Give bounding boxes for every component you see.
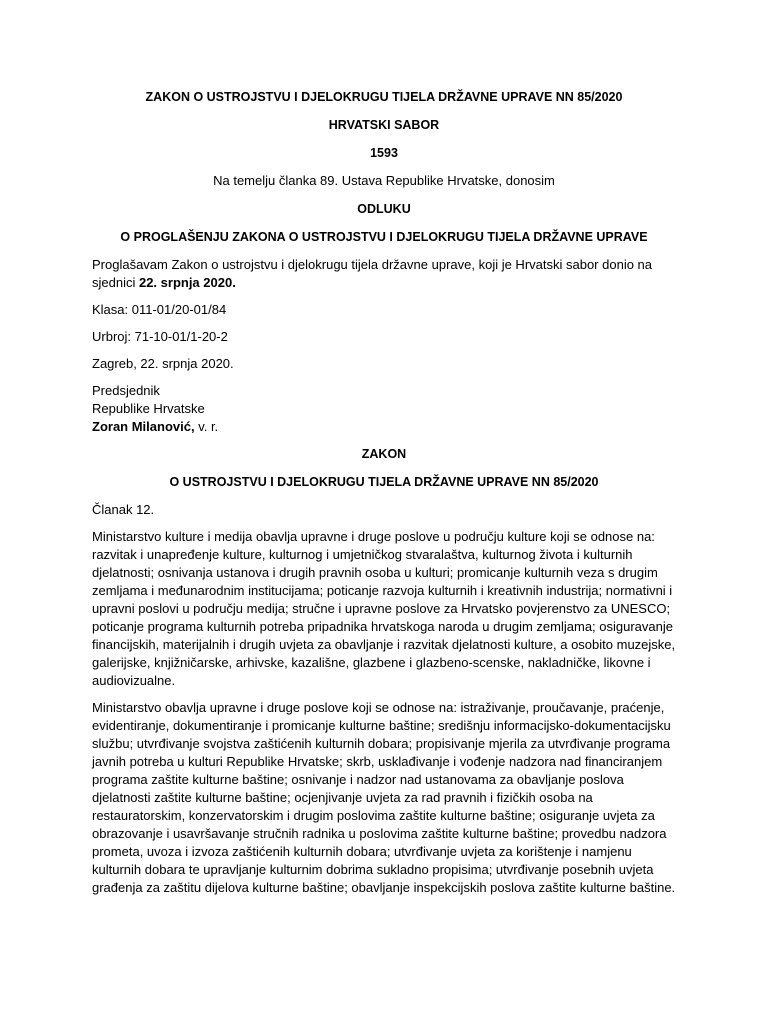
proclamation-text: Proglašavam Zakon o ustrojstvu i djelokrugu tijela državne uprave, koji je Hrvatski sabor donio na sjednici [92, 257, 653, 290]
signatory-role-line-1: Predsjednik [92, 383, 160, 398]
law-label: ZAKON [361, 447, 407, 461]
signatory-role-line-2: Republike Hrvatske [92, 401, 205, 416]
law-title: O USTROJSTVU I DJELOKRUGU TIJELA DRŽAVNE UPRAVE NN 85/2020 [169, 475, 599, 489]
proclamation-date: 22. srpnja 2020. [138, 275, 236, 290]
signatory-line [92, 418, 676, 436]
legal-basis: Na temelju članka 89. Ustava Republike Hrvatske, donosim [213, 173, 555, 188]
decision-label: ODLUKU [357, 202, 411, 216]
issuer: HRVATSKI SABOR [328, 118, 440, 132]
proclamation-paragraph [92, 256, 676, 292]
decision-title: O PROGLAŠENJU ZAKONA O USTROJSTVU I DJELOKRUGU TIJELA DRŽAVNE UPRAVE [120, 230, 648, 244]
article-paragraph-1: Ministarstvo kulture i medija obavlja upravne i druge poslove u području kulture koji se odnose na: razvitak i unapređenje kulture, kulturnog i umjetničkog stvaralaštva, kulturnog života i kulturnih djelatnosti; osnivanja ustanova i drugih pravnih osoba u kulturi; promicanje kulturnih veza s drugim zemljama i međunarodnim institucijama; poticanje razvoja kulturnih i kreativnih industrija; normativni i upravni poslovi u području medija; stručne i upravne poslove za Hrvatsko povjerenstvo za UNESCO; poticanje programa kulturnih potreba pripadnika hrvatskoga naroda u drugim zemljama; osiguravanje financijskih, materijalnih i drugih uvjeta za obavljanje i razvitak djelatnosti kulture, a osobito muzejske, galerijske, knjižničarske, arhivske, kazališne, glazbene i glazbeno-scenske, nakladničke, likovne i audiovizualne. [92, 529, 676, 688]
signature-block [92, 382, 676, 436]
article-number: Članak 12. [92, 502, 155, 517]
place-date: Zagreb, 22. srpnja 2020. [92, 356, 234, 371]
document-number: 1593 [370, 146, 398, 160]
urbroj: Urbroj: 71-10-01/1-20-2 [92, 329, 228, 344]
klasa: Klasa: 011-01/20-01/84 [92, 302, 227, 317]
signatory-name: Zoran Milanović, [92, 419, 195, 434]
document-heading: ZAKON O USTROJSTVU I DJELOKRUGU TIJELA DRŽAVNE UPRAVE NN 85/2020 [145, 90, 623, 104]
article-paragraph-2: Ministarstvo obavlja upravne i druge poslove koji se odnose na: istraživanje, proučavanje, praćenje, evidentiranje, dokumentiranje i promicanje kulturne baštine; središnju informacijsko-dokumentacijsku službu; utvrđivanje svojstva zaštićenih kulturnih dobara; propisivanje mjerila za utvrđivanje programa javnih potreba u kulturi Republike Hrvatske; skrb, usklađivanje i vođenje nadzora nad financiranjem programa zaštite kulturne baštine; osnivanje i nadzor nad ustanovama za obavljanje poslova djelatnosti zaštite kulturne baštine; ocjenjivanje uvjeta za rad pravnih i fizičkih osoba na restauratorskim, konzervatorskim i drugim poslovima zaštite kulturne baštine; osiguranje uvjeta za obrazovanje i usavršavanje stručnih radnika u poslovima zaštite kulturne baštine; provedbu nadzora prometa, uvoza i izvoza zaštićenih kulturnih dobara; utvrđivanje uvjeta za korištenje i namjenu kulturnih dobara te upravljanje kulturnim dobrima sukladno propisima; utvrđivanje posebnih uvjeta građenja za zaštitu dijelova kulturne baštine; obavljanje inspekcijskih poslova zaštite kulturne baštine. [92, 700, 676, 895]
signatory-suffix: v. r. [194, 419, 219, 434]
